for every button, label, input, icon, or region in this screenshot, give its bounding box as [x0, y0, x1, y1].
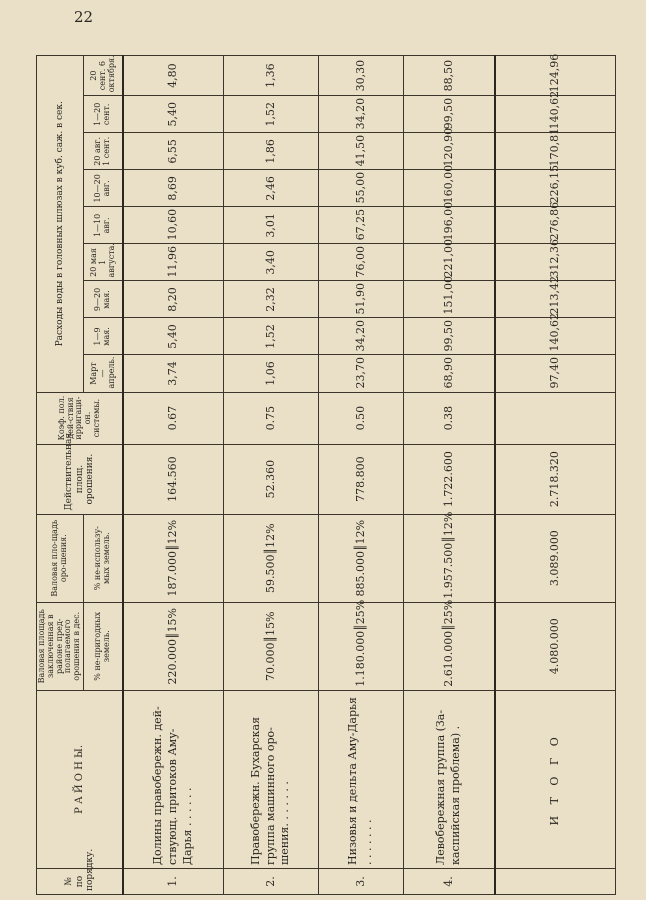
header-period: Март—апрель.: [83, 355, 123, 392]
total-flow-cell: 170,81: [495, 133, 615, 170]
flow-cell: 55,00: [318, 170, 403, 207]
coef-cell: 0.67: [123, 392, 223, 444]
flow-cell: 1,52: [223, 96, 318, 133]
total-flow-cell: 213,42: [495, 281, 615, 318]
total-flow-cell: 97,40: [495, 355, 615, 392]
flow-cell: 99,50: [403, 96, 495, 133]
row-number: 4.: [403, 868, 495, 894]
actual-area-cell: 778.800: [318, 444, 403, 514]
total-flow-cell: 276,86: [495, 207, 615, 244]
flow-cell: 221,00: [403, 244, 495, 281]
coef-cell: 0.38: [403, 392, 495, 444]
flow-cell: 196,00: [403, 207, 495, 244]
total-gross-area: 4.080.000: [495, 602, 615, 690]
gross-irr-cell: 1.957.500║12%: [403, 514, 495, 602]
flow-cell: 88,50: [403, 56, 495, 96]
flow-cell: 120,90: [403, 133, 495, 170]
coef-cell: 0.50: [318, 392, 403, 444]
flow-cell: 2,46: [223, 170, 318, 207]
page-number: 22: [74, 8, 94, 26]
flow-cell: 76,00: [318, 244, 403, 281]
region-name: Долины правобережн. дей-ствующ. притоков Аму-Дарья . . . . . .: [123, 690, 223, 868]
total-flow-cell: 140,62: [495, 96, 615, 133]
flow-cell: 68,90: [403, 355, 495, 392]
gross-area-cell: 2.610.000║25%: [403, 602, 495, 690]
gross-area-cell: 1.180.000║25%: [318, 602, 403, 690]
flow-cell: 1,52: [223, 318, 318, 355]
flow-cell: 6,55: [123, 133, 223, 170]
gross-irr-cell: 885.000║12%: [318, 514, 403, 602]
header-gross-irr: Валовая пло-щадь оро-шения.: [37, 514, 84, 602]
header-gross-irr-sub: % не-использу-мых земель.: [83, 514, 123, 602]
row-number: 3.: [318, 868, 403, 894]
flow-cell: 160,00: [403, 170, 495, 207]
header-coef: Коэф. пол. дей-ствия ирригаци-он. системы.: [37, 392, 124, 444]
total-blank: [495, 868, 615, 894]
flow-cell: 11,96: [123, 244, 223, 281]
header-period: 20 сент. 6 октября.: [83, 56, 123, 96]
flow-cell: 99,50: [403, 318, 495, 355]
flow-cell: 5,40: [123, 96, 223, 133]
table-row: [318, 56, 403, 895]
header-period: 20 авг. 1 сент.: [83, 133, 123, 170]
flow-cell: 8,69: [123, 170, 223, 207]
irrigation-table: [36, 55, 616, 895]
flow-cell: 51,90: [318, 281, 403, 318]
row-number: 1.: [123, 868, 223, 894]
table-row: [403, 56, 495, 895]
region-name: Левобережная группа (За-каспийская проблема) .: [403, 690, 495, 868]
coef-cell: 0.75: [223, 392, 318, 444]
gross-area-cell: 220.000║15%: [123, 602, 223, 690]
header-period: 1—20 сент.: [83, 96, 123, 133]
header-regions: Р А Й О Н Ы.: [37, 690, 124, 868]
actual-area-cell: 52.360: [223, 444, 318, 514]
table-row: [223, 56, 318, 895]
gross-irr-cell: 187.000║12%: [123, 514, 223, 602]
total-flow-cell: 312,36: [495, 244, 615, 281]
region-name: Правобережн. Бухарская группа машинного оро-шения. . . . . . .: [223, 690, 318, 868]
flow-cell: 3,74: [123, 355, 223, 392]
header-gross-area-sub: % не-пригодных земель.: [83, 602, 123, 690]
header-flow-group: Расходы воды в головных шлюзах в куб. саж. в сек.: [37, 56, 84, 393]
flow-cell: 151,00: [403, 281, 495, 318]
flow-cell: 2,32: [223, 281, 318, 318]
total-actual: 2.718.320: [495, 444, 615, 514]
header-gross-area: Валовая площадь заключенная в районе пред-полагаемого орошения в дес.: [37, 602, 84, 690]
flow-cell: 23,70: [318, 355, 403, 392]
header-period: 1—10 авг.: [83, 207, 123, 244]
table-row: [123, 56, 223, 895]
flow-cell: 8,20: [123, 281, 223, 318]
flow-cell: 30,30: [318, 56, 403, 96]
flow-cell: 1,86: [223, 133, 318, 170]
flow-cell: 1,06: [223, 355, 318, 392]
header-period: 10—20 авг.: [83, 170, 123, 207]
total-flow-cell: 140,62: [495, 318, 615, 355]
flow-cell: 4,80: [123, 56, 223, 96]
flow-cell: 3,40: [223, 244, 318, 281]
total-flow-cell: 226,15: [495, 170, 615, 207]
rotated-table-wrapper: [36, 55, 610, 895]
flow-cell: 67,25: [318, 207, 403, 244]
flow-cell: 1,36: [223, 56, 318, 96]
total-flow-cell: 124,96: [495, 56, 615, 96]
header-period: 20 мая 1 августа.: [83, 244, 123, 281]
total-coef-blank: [495, 392, 615, 444]
header-period: 1—9 мая.: [83, 318, 123, 355]
flow-cell: 5,40: [123, 318, 223, 355]
flow-cell: 3,01: [223, 207, 318, 244]
header-no: № по порядку.: [37, 868, 124, 894]
flow-cell: 41,50: [318, 133, 403, 170]
region-name: Низовья и дельта Аму-Дарья . . . . . . .: [318, 690, 403, 868]
flow-cell: 10,60: [123, 207, 223, 244]
header-actual-area: Действительная площ. орошения.: [37, 444, 124, 514]
flow-cell: 34,20: [318, 318, 403, 355]
total-label: И Т О Г О: [495, 690, 615, 868]
gross-area-cell: 70.000║15%: [223, 602, 318, 690]
actual-area-cell: 164.560: [123, 444, 223, 514]
actual-area-cell: 1.722.600: [403, 444, 495, 514]
total-row: [495, 56, 615, 895]
row-number: 2.: [223, 868, 318, 894]
header-period: 9—20 мая.: [83, 281, 123, 318]
gross-irr-cell: 59.500║12%: [223, 514, 318, 602]
flow-cell: 34,20: [318, 96, 403, 133]
total-gross-irr: 3.089.000: [495, 514, 615, 602]
